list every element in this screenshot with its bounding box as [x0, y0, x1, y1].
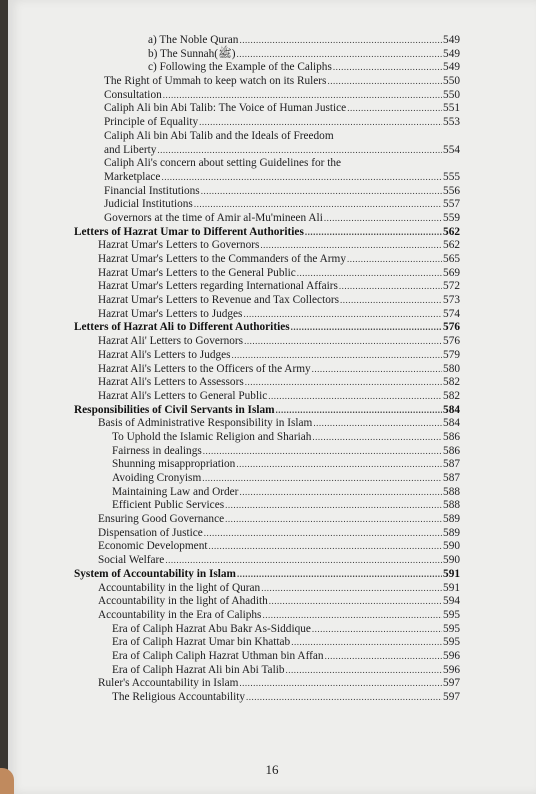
toc-entry [8, 253, 536, 267]
toc-entry-title: b) The Sunnah(ﷺ) [148, 47, 236, 60]
dot-leader [236, 458, 442, 472]
toc-entry-page: 580 [443, 362, 460, 375]
toc-entry [8, 691, 536, 705]
toc-entry [8, 636, 536, 650]
toc-entry-page: 582 [443, 376, 460, 389]
dot-leader [165, 554, 442, 568]
dot-leader [333, 61, 442, 75]
dot-leader [225, 513, 442, 527]
toc-entry-title: The Religious Accountability [112, 691, 246, 703]
toc-entry-title: Fairness in dealings [112, 444, 202, 457]
toc-entry-page: 579 [443, 348, 460, 361]
toc-entry-title: Letters of Hazrat Umar to Different Authorities [74, 225, 304, 238]
dot-leader [246, 691, 442, 705]
toc-section-heading [8, 226, 536, 240]
toc-entry-page: 596 [443, 649, 460, 662]
toc-entry-title: Consultation [104, 88, 162, 101]
toc-entry-title: Era of Caliph Hazrat Abu Bakr As-Siddique [112, 622, 311, 635]
toc-entry-title: Accountability in the light of Ahadith [98, 595, 268, 608]
toc-entry-title: Hazrat Ali' Letters to Governors [98, 335, 244, 348]
dot-leader [286, 664, 443, 678]
toc-entry-title: Principle of Equality [104, 116, 199, 129]
toc-entry [8, 34, 536, 48]
dot-leader [262, 609, 442, 623]
toc-entry-page: 550 [443, 75, 460, 88]
dot-leader [347, 102, 442, 116]
toc-entry-title: Era of Caliph Caliph Hazrat Uthman bin Affan [112, 649, 324, 662]
toc-entry [8, 486, 536, 500]
toc-entry [8, 349, 536, 363]
toc-entry-title: Dispensation of Justice [98, 526, 203, 539]
toc-entry-page: 551 [443, 102, 460, 115]
dot-leader [312, 363, 442, 377]
toc-entry-page: 573 [443, 294, 460, 307]
toc-entry-title: Hazrat Ali's Letters to Judges [98, 348, 231, 361]
toc-entry-page: 569 [443, 266, 460, 279]
toc-section-heading [8, 404, 536, 418]
toc-entry [8, 677, 536, 691]
toc-entry-page: 588 [443, 499, 460, 512]
toc-entry-title: a) The Noble Quran [148, 34, 239, 46]
toc-entry-title: Efficient Public Services [112, 499, 225, 512]
toc-entry-title: Maintaining Law and Order [112, 485, 239, 498]
dot-leader [201, 185, 442, 199]
toc-entry-title: Hazrat Umar's Letters regarding International Affairs [98, 280, 338, 293]
toc-entry [8, 595, 536, 609]
toc-entry-title: Economic Development [98, 540, 208, 553]
toc-section-heading [8, 321, 536, 335]
dot-leader [208, 540, 442, 554]
toc-entry [8, 376, 536, 390]
toc-entry-title: Letters of Hazrat Ali to Different Authorities [74, 321, 290, 334]
dot-leader [199, 116, 442, 130]
toc-entry-title: Caliph Ali's concern about setting Guidelines for the [104, 157, 342, 170]
dot-leader [269, 595, 442, 609]
toc-entry [8, 650, 536, 664]
toc-entry-page: 595 [443, 636, 460, 649]
toc-entry [8, 554, 536, 568]
dot-leader [291, 321, 442, 335]
toc-entry-title: Social Welfare [98, 554, 165, 567]
toc-entry-page: 591 [443, 567, 460, 580]
toc-entry [8, 116, 536, 130]
table-of-contents [8, 34, 536, 705]
toc-entry-title: and Liberty [104, 143, 157, 156]
dot-leader [276, 404, 443, 418]
toc-entry [8, 623, 536, 637]
toc-entry-page: 590 [443, 540, 460, 553]
toc-entry-page: 572 [443, 280, 460, 293]
toc-entry [8, 198, 536, 212]
toc-entry-title: Accountability in the Era of Caliphs [98, 608, 262, 621]
dot-leader [239, 677, 442, 691]
toc-entry-title: Ruler's Accountability in Islam [98, 677, 239, 690]
toc-entry-title: Shunning misappropriation [112, 458, 236, 471]
toc-entry [8, 89, 536, 103]
dot-leader [244, 335, 442, 349]
toc-entry-title: Caliph Ali bin Abi Talib: The Voice of Human Justice [104, 102, 347, 115]
toc-entry [8, 212, 536, 226]
dot-leader [268, 390, 442, 404]
toc-entry-page: 554 [443, 143, 460, 156]
toc-entry-page: 595 [443, 608, 460, 621]
toc-entry-page: 597 [443, 691, 460, 703]
toc-entry-page: 584 [443, 417, 460, 430]
toc-entry [8, 363, 536, 377]
toc-entry [8, 267, 536, 281]
toc-entry-page: 549 [443, 61, 460, 74]
toc-entry-title: c) Following the Example of the Caliphs [148, 61, 332, 74]
toc-entry-page: 591 [443, 581, 460, 594]
toc-entry [8, 48, 536, 62]
toc-entry-page: 574 [443, 307, 460, 320]
dot-leader [324, 212, 442, 226]
toc-entry [8, 75, 536, 89]
toc-section-heading [8, 568, 536, 582]
toc-entry [8, 609, 536, 623]
toc-entry-page: 589 [443, 513, 460, 526]
toc-entry-page: 549 [443, 47, 460, 60]
dot-leader [163, 89, 442, 103]
toc-entry-page: 584 [443, 403, 460, 416]
toc-entry-page: 590 [443, 554, 460, 567]
toc-entry [8, 144, 536, 158]
dot-leader [305, 226, 442, 240]
toc-entry [8, 280, 536, 294]
toc-entry [8, 472, 536, 486]
toc-entry-page: 557 [443, 198, 460, 211]
toc-entry-title: Era of Caliph Hazrat Ali bin Abi Talib [112, 663, 285, 676]
toc-entry-title: Hazrat Ali's Letters to Assessors [98, 376, 244, 389]
toc-entry-title: Hazrat Umar's Letters to the Commanders of the Army [98, 253, 346, 265]
toc-entry-title: The Right of Ummah to keep watch on its Rulers [104, 75, 327, 88]
toc-entry [8, 417, 536, 431]
toc-entry-page: 597 [443, 677, 460, 690]
toc-entry-title: Ensuring Good Governance [98, 513, 225, 526]
toc-entry-page: 576 [443, 321, 460, 334]
toc-entry [8, 185, 536, 199]
toc-entry-page: 587 [443, 458, 460, 471]
dot-leader [327, 75, 442, 89]
toc-entry-title: Governors at the time of Amir al-Mu'mineen Ali [104, 211, 323, 224]
toc-entry-title: Caliph Ali bin Abi Talib and the Ideals of Freedom [104, 129, 334, 142]
toc-entry-page: 595 [443, 622, 460, 635]
toc-entry-title: Hazrat Umar's Letters to Governors [98, 239, 260, 252]
dot-leader [202, 472, 442, 486]
dot-leader [204, 527, 442, 541]
toc-entry [8, 390, 536, 404]
toc-entry [8, 527, 536, 541]
dot-leader [312, 431, 442, 445]
toc-entry-title: Marketplace [104, 170, 161, 183]
dot-leader [297, 267, 442, 281]
dot-leader [203, 445, 442, 459]
dot-leader [340, 294, 442, 308]
dot-leader [347, 253, 442, 267]
toc-entry [8, 582, 536, 596]
toc-entry-title: Judicial Institutions [104, 198, 193, 211]
toc-entry [8, 130, 536, 144]
toc-entry-title: Financial Institutions [104, 184, 200, 197]
toc-entry-title: Hazrat Umar's Letters to Revenue and Tax Collectors [98, 294, 340, 307]
toc-entry-page: 562 [443, 239, 460, 252]
toc-entry [8, 294, 536, 308]
toc-entry-title: To Uphold the Islamic Religion and Shariah [112, 430, 312, 443]
toc-entry-page: 588 [443, 485, 460, 498]
toc-entry [8, 664, 536, 678]
toc-entry-title: Basis of Administrative Responsibility in Islam [98, 417, 313, 430]
toc-entry [8, 540, 536, 554]
toc-entry-page: 556 [443, 184, 460, 197]
toc-entry-page: 549 [443, 34, 460, 46]
toc-entry [8, 171, 536, 185]
toc-entry-page: 553 [443, 116, 460, 129]
dot-leader [239, 34, 442, 48]
dot-leader [243, 308, 442, 322]
toc-entry [8, 513, 536, 527]
dot-leader [339, 280, 442, 294]
dot-leader [261, 582, 442, 596]
dot-leader [237, 48, 443, 62]
book-page [8, 0, 536, 794]
toc-entry [8, 61, 536, 75]
dot-leader [237, 568, 442, 582]
toc-entry-title: Hazrat Ali's Letters to the Officers of the Army [98, 362, 311, 375]
page-number: 16 [265, 762, 279, 777]
toc-entry-page: 550 [443, 88, 460, 101]
toc-entry-page: 555 [443, 170, 460, 183]
toc-entry [8, 458, 536, 472]
toc-entry-title: Hazrat Ali's Letters to General Public [98, 389, 268, 402]
toc-entry-page: 586 [443, 430, 460, 443]
toc-entry-page: 586 [443, 444, 460, 457]
toc-entry [8, 445, 536, 459]
toc-entry-title: Accountability in the light of Quran [98, 581, 261, 594]
toc-entry [8, 102, 536, 116]
dot-leader [325, 650, 442, 664]
toc-entry [8, 157, 536, 171]
dot-leader [312, 623, 442, 637]
toc-entry [8, 308, 536, 322]
toc-entry-title: Era of Caliph Hazrat Umar bin Khattab [112, 636, 291, 649]
toc-entry-title: Avoiding Cronyism [112, 472, 202, 484]
toc-entry [8, 431, 536, 445]
toc-entry-page: 576 [443, 335, 460, 348]
toc-entry [8, 239, 536, 253]
toc-entry-page: 596 [443, 663, 460, 676]
dot-leader [194, 198, 442, 212]
toc-entry-page: 582 [443, 389, 460, 402]
toc-entry [8, 499, 536, 513]
dot-leader [232, 349, 443, 363]
dot-leader [239, 486, 442, 500]
dot-leader [157, 144, 442, 158]
dot-leader [291, 636, 442, 650]
dot-leader [225, 499, 442, 513]
toc-entry-page: 589 [443, 526, 460, 539]
toc-entry-page: 594 [443, 595, 460, 608]
dot-leader [313, 417, 442, 431]
dot-leader [245, 376, 442, 390]
toc-entry-title: Hazrat Umar's Letters to Judges [98, 307, 243, 320]
toc-entry-title: System of Accountability in Islam [74, 567, 236, 580]
toc-entry-title: Responsibilities of Civil Servants in Islam [74, 403, 275, 416]
toc-entry-title: Hazrat Umar's Letters to the General Public [98, 266, 296, 279]
toc-entry-page: 559 [443, 211, 460, 224]
dot-leader [161, 171, 442, 185]
toc-entry-page: 565 [443, 253, 460, 265]
toc-entry [8, 335, 536, 349]
toc-entry-page: 562 [443, 225, 460, 238]
toc-entry-page: 587 [443, 472, 460, 484]
dot-leader [260, 239, 442, 253]
